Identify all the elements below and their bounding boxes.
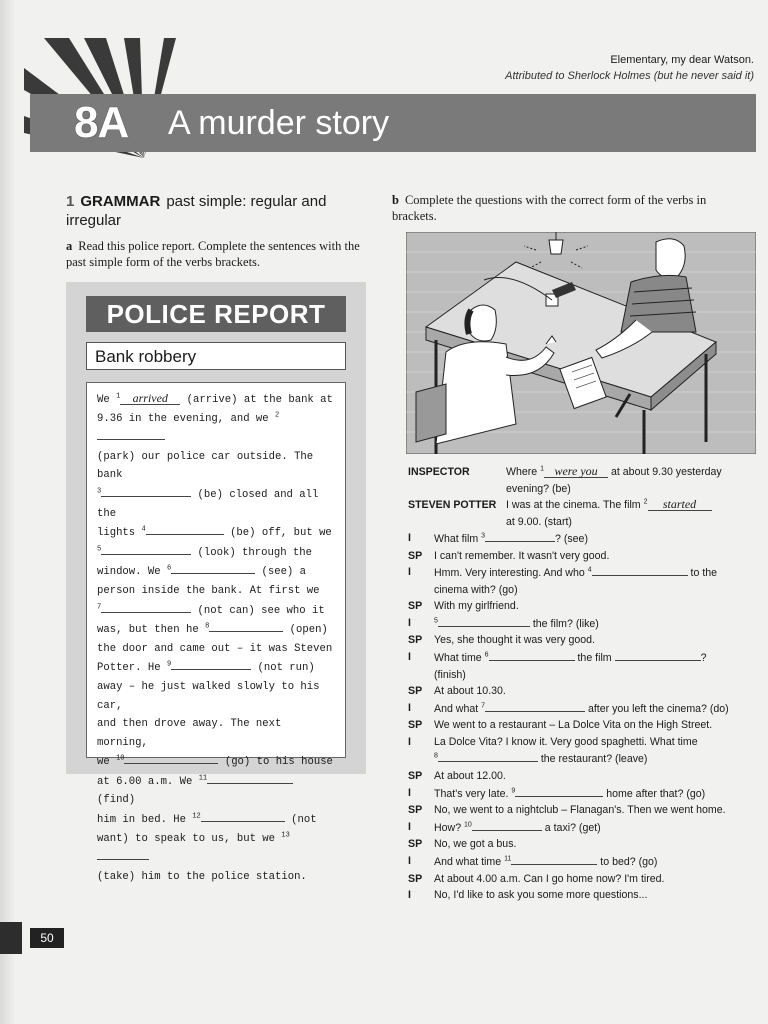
dialogue-line <box>408 649 758 683</box>
report-text-segment: (arrive) at the bank at <box>180 394 333 406</box>
blank-number: 4 <box>141 525 146 534</box>
report-text-segment: window. We <box>97 566 167 579</box>
dialogue-line <box>408 564 758 598</box>
dialogue-segment: At about 12.00. <box>434 769 506 782</box>
report-text-segment: (take) him to the police station. <box>97 870 307 883</box>
section-keyword: GRAMMAR <box>80 193 161 210</box>
report-line <box>97 410 337 448</box>
dialogue-line <box>408 785 758 803</box>
dialogue-line <box>408 530 758 548</box>
dialogue-line <box>408 768 758 785</box>
dialogue-segment: evening? (be) <box>506 482 571 495</box>
dialogue-line <box>408 853 758 871</box>
dialogue-text <box>434 700 758 718</box>
blank-number: 1 <box>116 392 121 401</box>
answer-example: started <box>648 498 712 511</box>
report-text <box>86 382 346 883</box>
answer-blank-11[interactable] <box>207 772 293 784</box>
report-line <box>97 562 337 582</box>
dialogue-segment: At about 4.00 a.m. Can I go home now? I'm tired. <box>434 872 665 885</box>
dialogue-segment: after you left the cinema? (do) <box>585 702 729 715</box>
dialogue-segment: at about 9.30 yesterday <box>608 466 722 478</box>
answer-example: arrived <box>120 392 180 405</box>
dialogue-text <box>434 887 758 904</box>
page-number: 50 <box>30 928 64 948</box>
answer-blank-7[interactable] <box>101 601 191 613</box>
dialogue-line <box>408 717 758 734</box>
blank-number: 11 <box>198 774 208 783</box>
exercise-a-letter: a <box>66 239 73 253</box>
report-line <box>97 678 337 715</box>
dialogue-text <box>434 598 758 615</box>
speaker-label: I <box>408 855 411 867</box>
dialogue-segment: No, we got a bus. <box>434 838 517 851</box>
blank-number: 12 <box>192 812 201 821</box>
blank-number: 2 <box>643 498 648 506</box>
answer-blank-4[interactable] <box>592 564 688 576</box>
report-text-segment: (park) our police car outside. The bank <box>97 450 314 482</box>
dialogue-text <box>434 530 758 548</box>
blank-number: 5 <box>434 617 438 625</box>
answer-blank-6[interactable] <box>171 562 255 574</box>
blank-number: 9 <box>166 660 172 669</box>
dialogue-text <box>434 717 758 734</box>
speaker-label: SP <box>408 719 423 732</box>
answer-example: were you <box>544 465 608 478</box>
blank-number: 8 <box>205 622 210 631</box>
speaker-label: SP <box>408 769 423 782</box>
dialogue-segment: I can't remember. It wasn't very good. <box>434 549 610 562</box>
unit-title: A murder story <box>168 104 390 142</box>
blank-number: 3 <box>481 532 485 540</box>
speaker-label: I <box>408 786 411 799</box>
dialogue-text <box>434 632 758 649</box>
dialogue-text <box>506 497 758 530</box>
report-text-segment: the door and came out – it was Steven <box>97 642 333 655</box>
speaker-label: I <box>408 616 411 629</box>
dialogue-text <box>434 548 758 565</box>
speaker-label: SP <box>408 838 423 851</box>
answer-blank-4[interactable] <box>146 523 224 535</box>
dialogue-segment: (finish) <box>434 668 466 681</box>
report-subtitle: Bank robbery <box>86 342 346 370</box>
dialogue-line <box>408 615 758 633</box>
blank-number: 3 <box>97 487 102 496</box>
dialogue-segment: No, we went to a nightclub – Flanagan's. Then we went home. <box>434 804 726 817</box>
report-line <box>97 658 337 678</box>
dialogue-line <box>408 836 758 853</box>
blank-number: 11 <box>504 855 512 863</box>
dialogue-segment: And what <box>434 702 482 715</box>
report-text-segment: (not <box>284 814 317 827</box>
dialogue-line <box>408 734 758 768</box>
report-line <box>97 523 337 543</box>
blank-number: 13 <box>281 831 290 840</box>
dialogue-text <box>434 649 758 683</box>
unit-number: 8A <box>74 98 129 147</box>
dialogue-segment: La Dolce Vita? I know it. Very good spaghetti. What time <box>434 735 698 748</box>
blank-number: 9 <box>511 787 516 795</box>
dialogue-segment: ? <box>700 652 707 665</box>
exercise-a-text: Read this police report. Complete the sentences with the past simple form of the verbs brackets. <box>66 239 360 269</box>
report-text-segment: (see) a <box>255 566 306 579</box>
speaker-label: INSPECTOR <box>408 466 470 478</box>
report-text-segment: was, but then he <box>97 624 206 637</box>
dialogue-segment: to the <box>687 567 718 580</box>
report-text-segment: at 6.00 a.m. We <box>97 775 199 788</box>
dialogue-segment: the film <box>574 652 615 665</box>
answer-blank-10[interactable] <box>472 819 542 831</box>
blank-number: 5 <box>97 545 102 554</box>
dialogue-segment: That's very late. <box>434 787 512 800</box>
dialogue-text <box>506 464 758 497</box>
dialogue-text <box>434 853 758 871</box>
blank-number: 1 <box>540 465 545 473</box>
report-line <box>97 752 337 772</box>
dialogue-segment: And what time <box>434 856 505 868</box>
blank-number: 7 <box>97 603 102 611</box>
speaker-label: STEVEN POTTER <box>408 499 497 511</box>
section-heading <box>66 192 366 230</box>
unit-title-band <box>30 94 756 152</box>
speaker-label: SP <box>408 634 423 647</box>
interview-dialogue <box>408 464 758 904</box>
dialogue-line <box>408 464 758 497</box>
answer-blank-10[interactable] <box>124 752 218 764</box>
dialogue-segment: home after that? (go) <box>603 787 706 800</box>
blank-number: 2 <box>275 411 280 420</box>
report-line <box>97 620 337 640</box>
dialogue-line <box>408 887 758 904</box>
dialogue-text <box>434 768 758 785</box>
speaker-label: SP <box>408 872 423 885</box>
dialogue-line <box>408 598 758 615</box>
report-text-segment: person inside the bank. At first we <box>97 584 320 597</box>
exercise-b-letter: b <box>392 193 399 207</box>
blank-number: 7 <box>481 702 486 710</box>
report-line <box>97 715 337 752</box>
blank-number: 6 <box>166 564 172 573</box>
dialogue-segment: At about 10.30. <box>434 685 506 698</box>
report-text-segment: Potter. He <box>97 662 167 675</box>
dialogue-segment: cinema with? (go) <box>434 583 518 596</box>
speaker-label: I <box>408 701 411 714</box>
dialogue-text <box>434 683 758 700</box>
report-text-segment: want) to speak to us, but we <box>97 832 282 845</box>
answer-blank-5[interactable] <box>101 543 191 555</box>
report-text-segment: (be) closed and all the <box>97 488 319 520</box>
dialogue-text <box>434 785 758 803</box>
dialogue-text <box>434 615 758 633</box>
answer-blank-3[interactable] <box>485 530 555 542</box>
report-line <box>97 810 337 830</box>
dialogue-segment: With my girlfriend. <box>434 600 519 613</box>
section-topic: past simple: regular and irregular <box>66 193 327 229</box>
answer-blank-7[interactable] <box>485 700 585 712</box>
epigraph-quote: Elementary, my dear Watson. <box>610 54 754 66</box>
dialogue-segment: What film <box>434 533 482 545</box>
epigraph <box>505 52 754 84</box>
dialogue-segment: We went to a restaurant – La Dolce Vita on the High Street. <box>434 719 713 732</box>
answer-blank-8[interactable] <box>209 620 283 632</box>
blank-number: 10 <box>116 754 125 763</box>
dialogue-text <box>434 836 758 853</box>
dialogue-segment: No, I'd like to ask you some more questions... <box>434 889 648 902</box>
exercise-a-instruction <box>66 238 366 270</box>
report-line <box>97 448 337 485</box>
report-line <box>97 601 337 621</box>
report-text-segment: (go) to his house <box>218 756 333 769</box>
answer-blank-5[interactable] <box>438 615 530 627</box>
dialogue-segment: Hmm. Very interesting. And who <box>434 567 588 580</box>
dialogue-text <box>434 819 758 837</box>
answer-blank-9[interactable] <box>515 785 603 797</box>
answer-blank-6b[interactable] <box>615 649 701 661</box>
dialogue-segment: ? (see) <box>555 533 588 545</box>
interrogation-illustration <box>406 232 756 454</box>
dialogue-segment: What time <box>434 652 485 665</box>
report-line <box>97 868 337 887</box>
dialogue-segment: a taxi? (get) <box>541 821 601 834</box>
report-text-segment: lights <box>97 527 142 540</box>
exercise-b-instruction <box>392 192 732 224</box>
report-line <box>97 391 337 410</box>
dialogue-line <box>408 548 758 565</box>
dialogue-segment: Where <box>506 466 541 478</box>
speaker-label: I <box>408 820 411 833</box>
report-text-segment: 9.36 in the evening, and we <box>97 412 276 425</box>
speaker-label: SP <box>408 685 423 698</box>
speaker-label: I <box>408 735 411 748</box>
speaker-label: I <box>408 889 411 902</box>
speaker-label: I <box>408 651 411 664</box>
dialogue-line <box>408 683 758 700</box>
answer-blank-2[interactable] <box>97 428 165 440</box>
report-text-segment: (find) <box>97 794 136 807</box>
dialogue-segment: Yes, she thought it was very good. <box>434 634 595 647</box>
report-text-segment: (look) through the <box>191 546 312 559</box>
dialogue-line <box>408 497 758 530</box>
report-text-segment: and then drove away. The next morning, <box>97 718 282 749</box>
blank-number: 6 <box>484 651 489 659</box>
dialogue-segment: the film? (like) <box>529 617 599 630</box>
dialogue-text <box>434 734 758 768</box>
answer-blank-8[interactable] <box>438 750 538 762</box>
dialogue-segment: the restaurant? (leave) <box>537 753 648 766</box>
page-edge <box>0 0 14 1024</box>
speaker-label: SP <box>408 804 423 817</box>
section-number: 1 <box>66 193 75 210</box>
report-line <box>97 582 337 601</box>
speaker-label: SP <box>408 600 423 613</box>
speaker-label: I <box>408 532 411 544</box>
dialogue-line <box>408 632 758 649</box>
report-text-segment: We <box>97 394 117 406</box>
dialogue-line <box>408 802 758 819</box>
blank-number: 4 <box>587 566 592 574</box>
report-title: POLICE REPORT <box>86 296 346 332</box>
dialogue-line <box>408 819 758 837</box>
exercise-b-text: Complete the questions with the correct form of the verbs in brackets. <box>392 193 707 223</box>
dialogue-segment: I was at the cinema. The film <box>506 499 644 511</box>
report-text-segment: we <box>97 756 117 769</box>
dialogue-text <box>434 564 758 598</box>
dialogue-segment: at 9.00. (start) <box>506 515 572 528</box>
report-line <box>97 543 337 563</box>
answer-blank-6[interactable] <box>489 649 575 661</box>
report-line <box>97 485 337 523</box>
report-text-segment: (be) off, but we <box>223 527 332 540</box>
dialogue-text <box>434 802 758 819</box>
dialogue-line <box>408 700 758 718</box>
answer-blank-13[interactable] <box>97 848 149 860</box>
blank-number: 10 <box>464 821 472 829</box>
answer-blank-11[interactable] <box>511 853 597 865</box>
answer-blank-12[interactable] <box>201 810 285 822</box>
answer-blank-3[interactable] <box>101 485 191 497</box>
report-text-segment: (not run) <box>251 662 315 675</box>
dialogue-line <box>408 871 758 888</box>
report-line <box>97 640 337 659</box>
report-text-segment: him in bed. He <box>97 814 193 827</box>
report-line <box>97 772 337 810</box>
page-corner-mark <box>0 922 22 954</box>
epigraph-attribution: Attributed to Sherlock Holmes (but he never said it) <box>505 70 754 82</box>
dialogue-segment: to bed? (go) <box>597 856 658 868</box>
report-text-segment: away – he just walked slowly to his car, <box>97 680 320 712</box>
blank-number: 8 <box>434 752 438 760</box>
speaker-label: I <box>408 566 411 579</box>
report-text-segment: (not can) see who it <box>191 604 325 617</box>
dialogue-text <box>434 871 758 888</box>
report-text-segment: (open) <box>283 624 328 637</box>
speaker-label: SP <box>408 549 423 562</box>
report-line <box>97 830 337 868</box>
dialogue-segment: How? <box>434 821 465 834</box>
answer-blank-9[interactable] <box>171 658 251 670</box>
